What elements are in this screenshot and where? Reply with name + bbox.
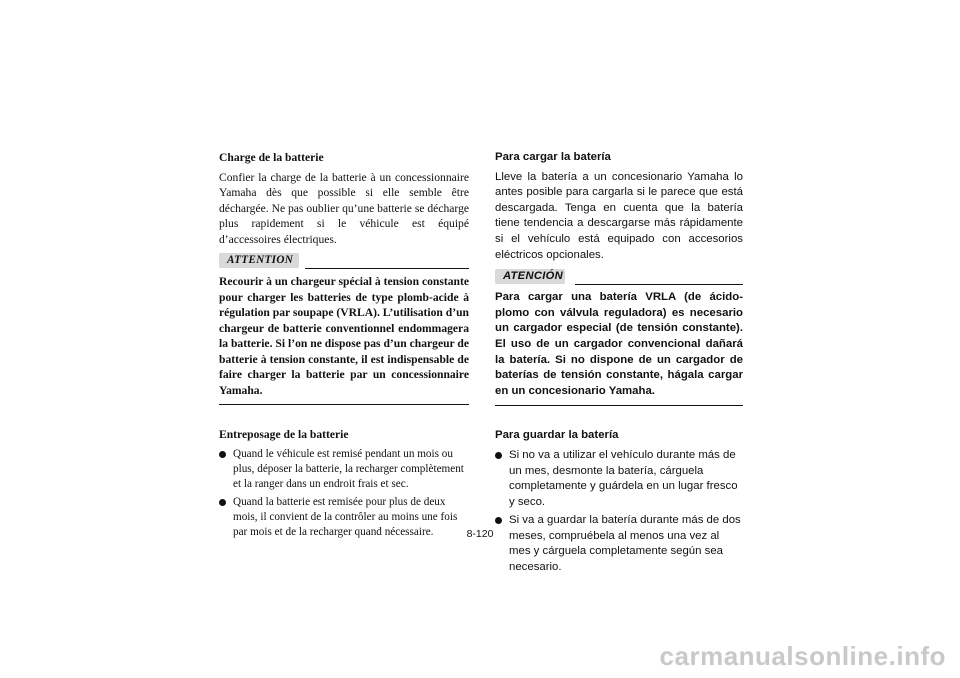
charge-heading-fr: Charge de la batterie (219, 151, 324, 164)
list-item-text: Quand le véhicule est remisé pendant un mois ou plus, déposer la batterie, la recharger complètement et la ranger dans un endroit frais et sec. (233, 447, 464, 490)
list-item-text: Quand la batterie est remisée pour plus de deux mois, il convient de la contrôler au moins une fois par mois et de la recharger quand nécessaire. (233, 495, 458, 538)
warning-text-fr: Recourir à un chargeur spécial à tension constante pour charger les batteries de type plomb-acide à régulation par soupape (VRLA). L’utilisation d’un chargeur de batterie conventionnel endommagera la batterie. Si l’on ne dispose pas d’un chargeur de batterie à tension constante, il est indispensable de faire charger la batterie par un concessionnaire Yamaha. (219, 275, 469, 397)
list-item-text: Si va a guardar la batería durante más de dos meses, compruébela al menos una vez al mes y cárguela completamente según sea necesario. (509, 514, 741, 574)
warning-rule-top-es (575, 284, 743, 285)
warning-rule-top-fr (305, 268, 469, 269)
warning-header-fr (219, 253, 469, 271)
bullet-icon (495, 517, 502, 524)
warning-rule-bottom-fr (219, 404, 469, 405)
charge-text-fr: Confier la charge de la batterie à un concessionnaire Yamaha dès que possible si elle semble être déchargée. Ne pas oublier qu’une batterie se décharge plus rapidement si le véhicule est équipé d’accessoires électriques. (219, 170, 470, 246)
bullet-icon (219, 451, 226, 458)
page-number: 8-120 (466, 528, 494, 540)
charge-text-es: Lleve la batería a un concesionario Yamaha lo antes posible para cargarla si le parece que está descargada. Tenga en cuenta que la batería tiene tendencia a descargarse más rápidamente si el vehículo está equipado con accesorios eléctricos opcionales. (495, 170, 743, 261)
watermark: carmanualsonline.info (659, 641, 946, 671)
list-item (495, 513, 743, 575)
warning-label-es: ATENCIÓN (495, 269, 565, 284)
list-item (495, 448, 743, 510)
list-item (219, 447, 469, 492)
storage-list-fr (219, 447, 469, 540)
warning-rule-bottom-es (495, 405, 743, 406)
storage-heading-es: Para guardar la batería (495, 429, 619, 442)
warning-label-fr: ATTENTION (219, 253, 299, 268)
charge-heading-es: Para cargar la batería (495, 151, 611, 163)
bullet-icon (495, 452, 502, 459)
bullet-icon (219, 499, 226, 506)
warning-text-es: Para cargar una batería VRLA (de ácido-plomo con válvula reguladora) es necesario un cargador especial (de tensión constante). El uso de un cargador convencional dañará la batería. Si no dispone de un cargador de baterías de tensión constante, hágala cargar en un concesionario Yamaha. (495, 291, 743, 397)
warning-header-es (495, 269, 743, 287)
storage-list-es (495, 448, 743, 576)
spanish-column (495, 150, 743, 579)
french-column (219, 150, 469, 543)
storage-heading-fr: Entreposage de la batterie (219, 428, 349, 441)
list-item-text: Si no va a utilizar el vehículo durante más de un mes, desmonte la batería, cárguela completamente y guárdela en un lugar fresco y seco. (509, 448, 738, 508)
